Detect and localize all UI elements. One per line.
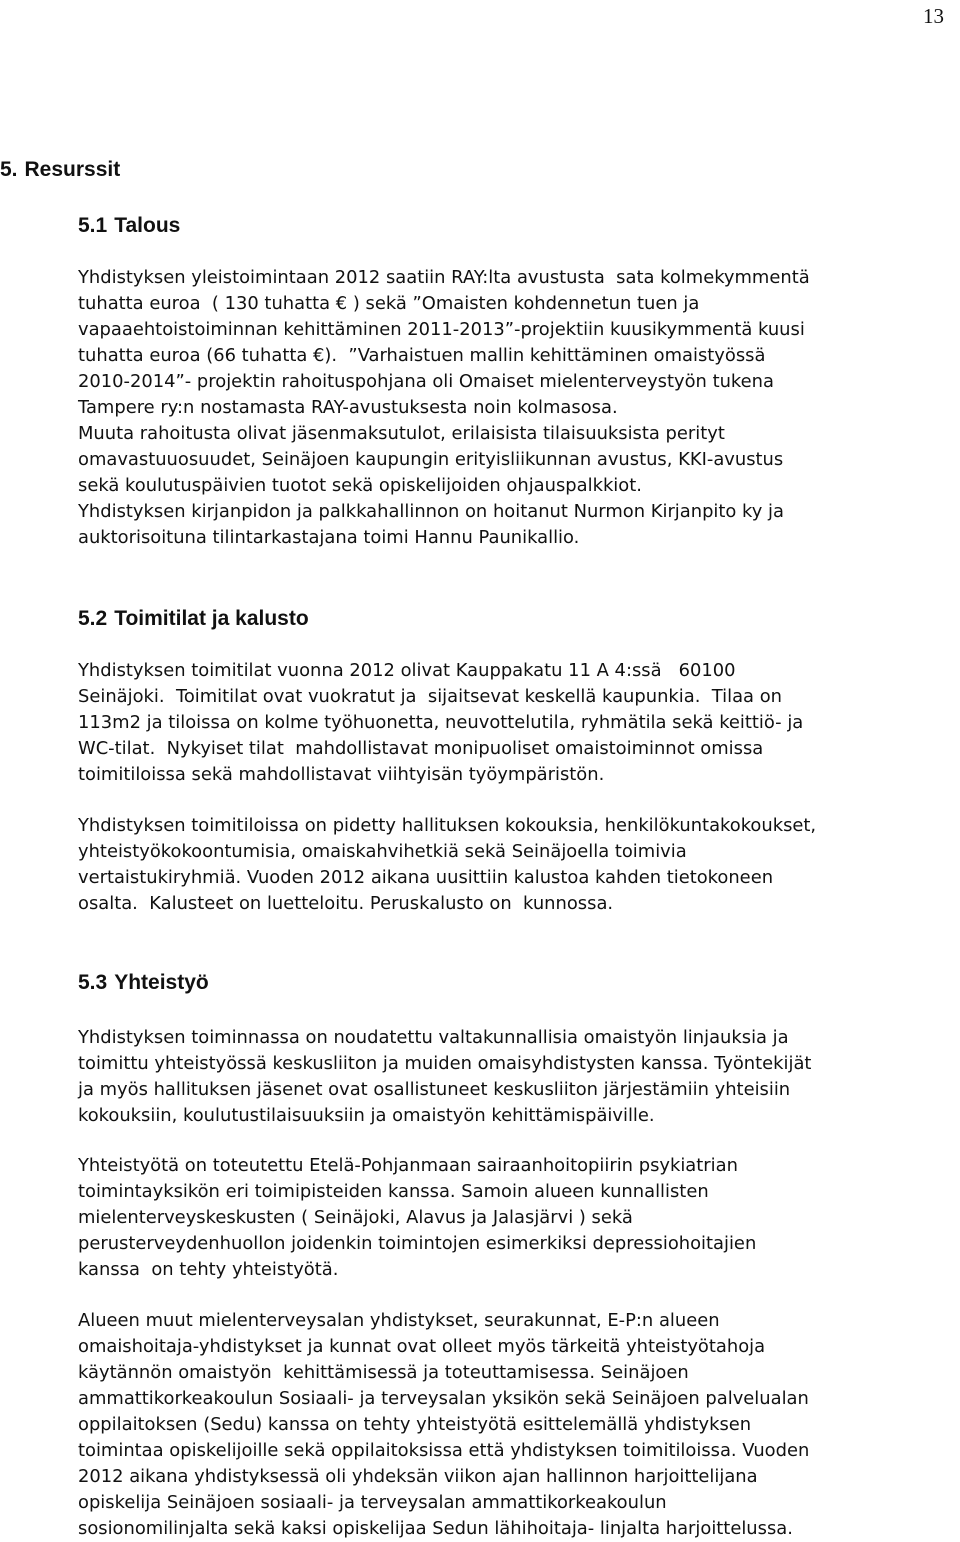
text-line: 113m2 ja tiloissa on kolme työhuonetta, neuvottelutila, ryhmätila sekä keittiö- ja xyxy=(78,712,804,733)
text-line: toimintayksikön eri toimipisteiden kanssa. Samoin alueen kunnallisten xyxy=(78,1181,709,1202)
paragraph-talous-1 xyxy=(78,265,960,551)
text-line: Yhteistyötä on toteutettu Etelä-Pohjanmaan sairaanhoitopiirin psykiatrian xyxy=(78,1155,738,1176)
text-line: mielenterveyskeskusten ( Seinäjoki, Alavus ja Jalasjärvi ) sekä xyxy=(78,1207,633,1228)
subsection-title: Talous xyxy=(114,214,181,237)
text-line: käytännön omaistyön kehittämisessä ja toteuttamisessa. Seinäjoen xyxy=(78,1362,689,1383)
text-line: sekä koulutuspäivien tuotot sekä opiskelijoiden ohjauspalkkiot. xyxy=(78,475,642,496)
paragraph-toimitilat-1 xyxy=(78,658,960,788)
text-line: tuhatta euroa (66 tuhatta €). ”Varhaistuen mallin kehittäminen omaistyössä xyxy=(78,345,766,366)
text-line: toimintaa opiskelijoille sekä oppilaitoksissa että yhdistyksen toimitiloissa. Vuoden xyxy=(78,1440,810,1461)
text-line: Seinäjoki. Toimitilat ovat vuokratut ja sijaitsevat keskellä kaupunkia. Tilaa on xyxy=(78,686,782,707)
subsection-number: 5.2 xyxy=(78,607,108,630)
text-line: vertaistukiryhmiä. Vuoden 2012 aikana uusittiin kalustoa kahden tietokoneen xyxy=(78,867,774,888)
section-heading xyxy=(0,157,120,183)
paragraph-toimitilat-2 xyxy=(78,813,960,917)
text-line: Yhdistyksen toimitilat vuonna 2012 olivat Kauppakatu 11 A 4:ssä 60100 xyxy=(78,660,736,681)
section-title: Resurssit xyxy=(24,158,121,181)
subsection-title: Yhteistyö xyxy=(114,971,209,994)
text-line: omaishoitaja-yhdistykset ja kunnat ovat olleet myös tärkeitä yhteistyötahoja xyxy=(78,1336,766,1357)
paragraph-yhteistyo-3 xyxy=(78,1308,960,1542)
text-line: sosionomilinjalta sekä kaksi opiskelijaa Sedun lähihoitaja- linjalta harjoittelussa. xyxy=(78,1518,793,1539)
paragraph-yhteistyo-1 xyxy=(78,1025,960,1129)
text-line: Yhdistyksen toiminnassa on noudatettu valtakunnallisia omaistyön linjauksia ja xyxy=(78,1027,789,1048)
subsection-heading-talous xyxy=(78,213,180,239)
text-line: ammattikorkeakoulun Sosiaali- ja terveysalan yksikön sekä Seinäjoen palvelualan xyxy=(78,1388,809,1409)
text-line: toimitiloissa sekä mahdollistavat viihtyisän työympäristön. xyxy=(78,764,605,785)
text-line: oppilaitoksen (Sedu) kanssa on tehty yhteistyötä esittelemällä yhdistyksen xyxy=(78,1414,752,1435)
text-line: yhteistyökokoontumisia, omaiskahvihetkiä sekä Seinäjoella toimivia xyxy=(78,841,687,862)
paragraph-yhteistyo-2 xyxy=(78,1153,960,1283)
text-line: Muuta rahoitusta olivat jäsenmaksutulot, erilaisista tilaisuuksista perityt xyxy=(78,423,725,444)
subsection-heading-toimitilat xyxy=(78,606,309,632)
text-line: opiskelija Seinäjoen sosiaali- ja terveysalan ammattikorkeakoulun xyxy=(78,1492,667,1513)
section-number: 5. xyxy=(0,158,18,181)
subsection-title: Toimitilat ja kalusto xyxy=(114,607,309,630)
text-line: Tampere ry:n nostamasta RAY-avustuksesta noin kolmasosa. xyxy=(78,397,618,418)
text-line: kokouksiin, koulutustilaisuuksiin ja omaistyön kehittämispäiville. xyxy=(78,1105,655,1126)
text-line: WC-tilat. Nykyiset tilat mahdollistavat monipuoliset omaistoiminnot omissa xyxy=(78,738,764,759)
subsection-number: 5.1 xyxy=(78,214,108,237)
text-line: kanssa on tehty yhteistyötä. xyxy=(78,1259,339,1280)
text-line: vapaaehtoistoiminnan kehittäminen 2011-2013”-projektiin kuusikymmentä kuusi xyxy=(78,319,805,340)
text-line: ja myös hallituksen jäsenet ovat osallistuneet keskusliiton järjestämiin yhteisiin xyxy=(78,1079,791,1100)
text-line: Yhdistyksen toimitiloissa on pidetty hallituksen kokouksia, henkilökuntakokoukset, xyxy=(78,815,817,836)
subsection-heading-yhteistyo xyxy=(78,970,209,996)
text-line: Alueen muut mielenterveysalan yhdistykset, seurakunnat, E-P:n alueen xyxy=(78,1310,720,1331)
text-line: auktorisoituna tilintarkastajana toimi Hannu Paunikallio. xyxy=(78,527,580,548)
text-line: Yhdistyksen yleistoimintaan 2012 saatiin RAY:lta avustusta sata kolmekymmentä xyxy=(78,267,810,288)
text-line: 2010-2014”- projektin rahoituspohjana oli Omaiset mielenterveystyön tukena xyxy=(78,371,774,392)
page-number: 13 xyxy=(923,4,944,28)
text-line: osalta. Kalusteet on luetteloitu. Peruskalusto on kunnossa. xyxy=(78,893,614,914)
text-line: Yhdistyksen kirjanpidon ja palkkahallinnon on hoitanut Nurmon Kirjanpito ky ja xyxy=(78,501,784,522)
text-line: tuhatta euroa ( 130 tuhatta € ) sekä ”Omaisten kohdennetun tuen ja xyxy=(78,293,700,314)
text-line: omavastuuosuudet, Seinäjoen kaupungin erityisliikunnan avustus, KKI-avustus xyxy=(78,449,784,470)
text-line: perusterveydenhuollon joidenkin toimintojen esimerkiksi depressiohoitajien xyxy=(78,1233,757,1254)
text-line: toimittu yhteistyössä keskusliiton ja muiden omaisyhdistysten kanssa. Työntekijät xyxy=(78,1053,812,1074)
text-line: 2012 aikana yhdistyksessä oli yhdeksän viikon ajan hallinnon harjoittelijana xyxy=(78,1466,758,1487)
subsection-number: 5.3 xyxy=(78,971,108,994)
